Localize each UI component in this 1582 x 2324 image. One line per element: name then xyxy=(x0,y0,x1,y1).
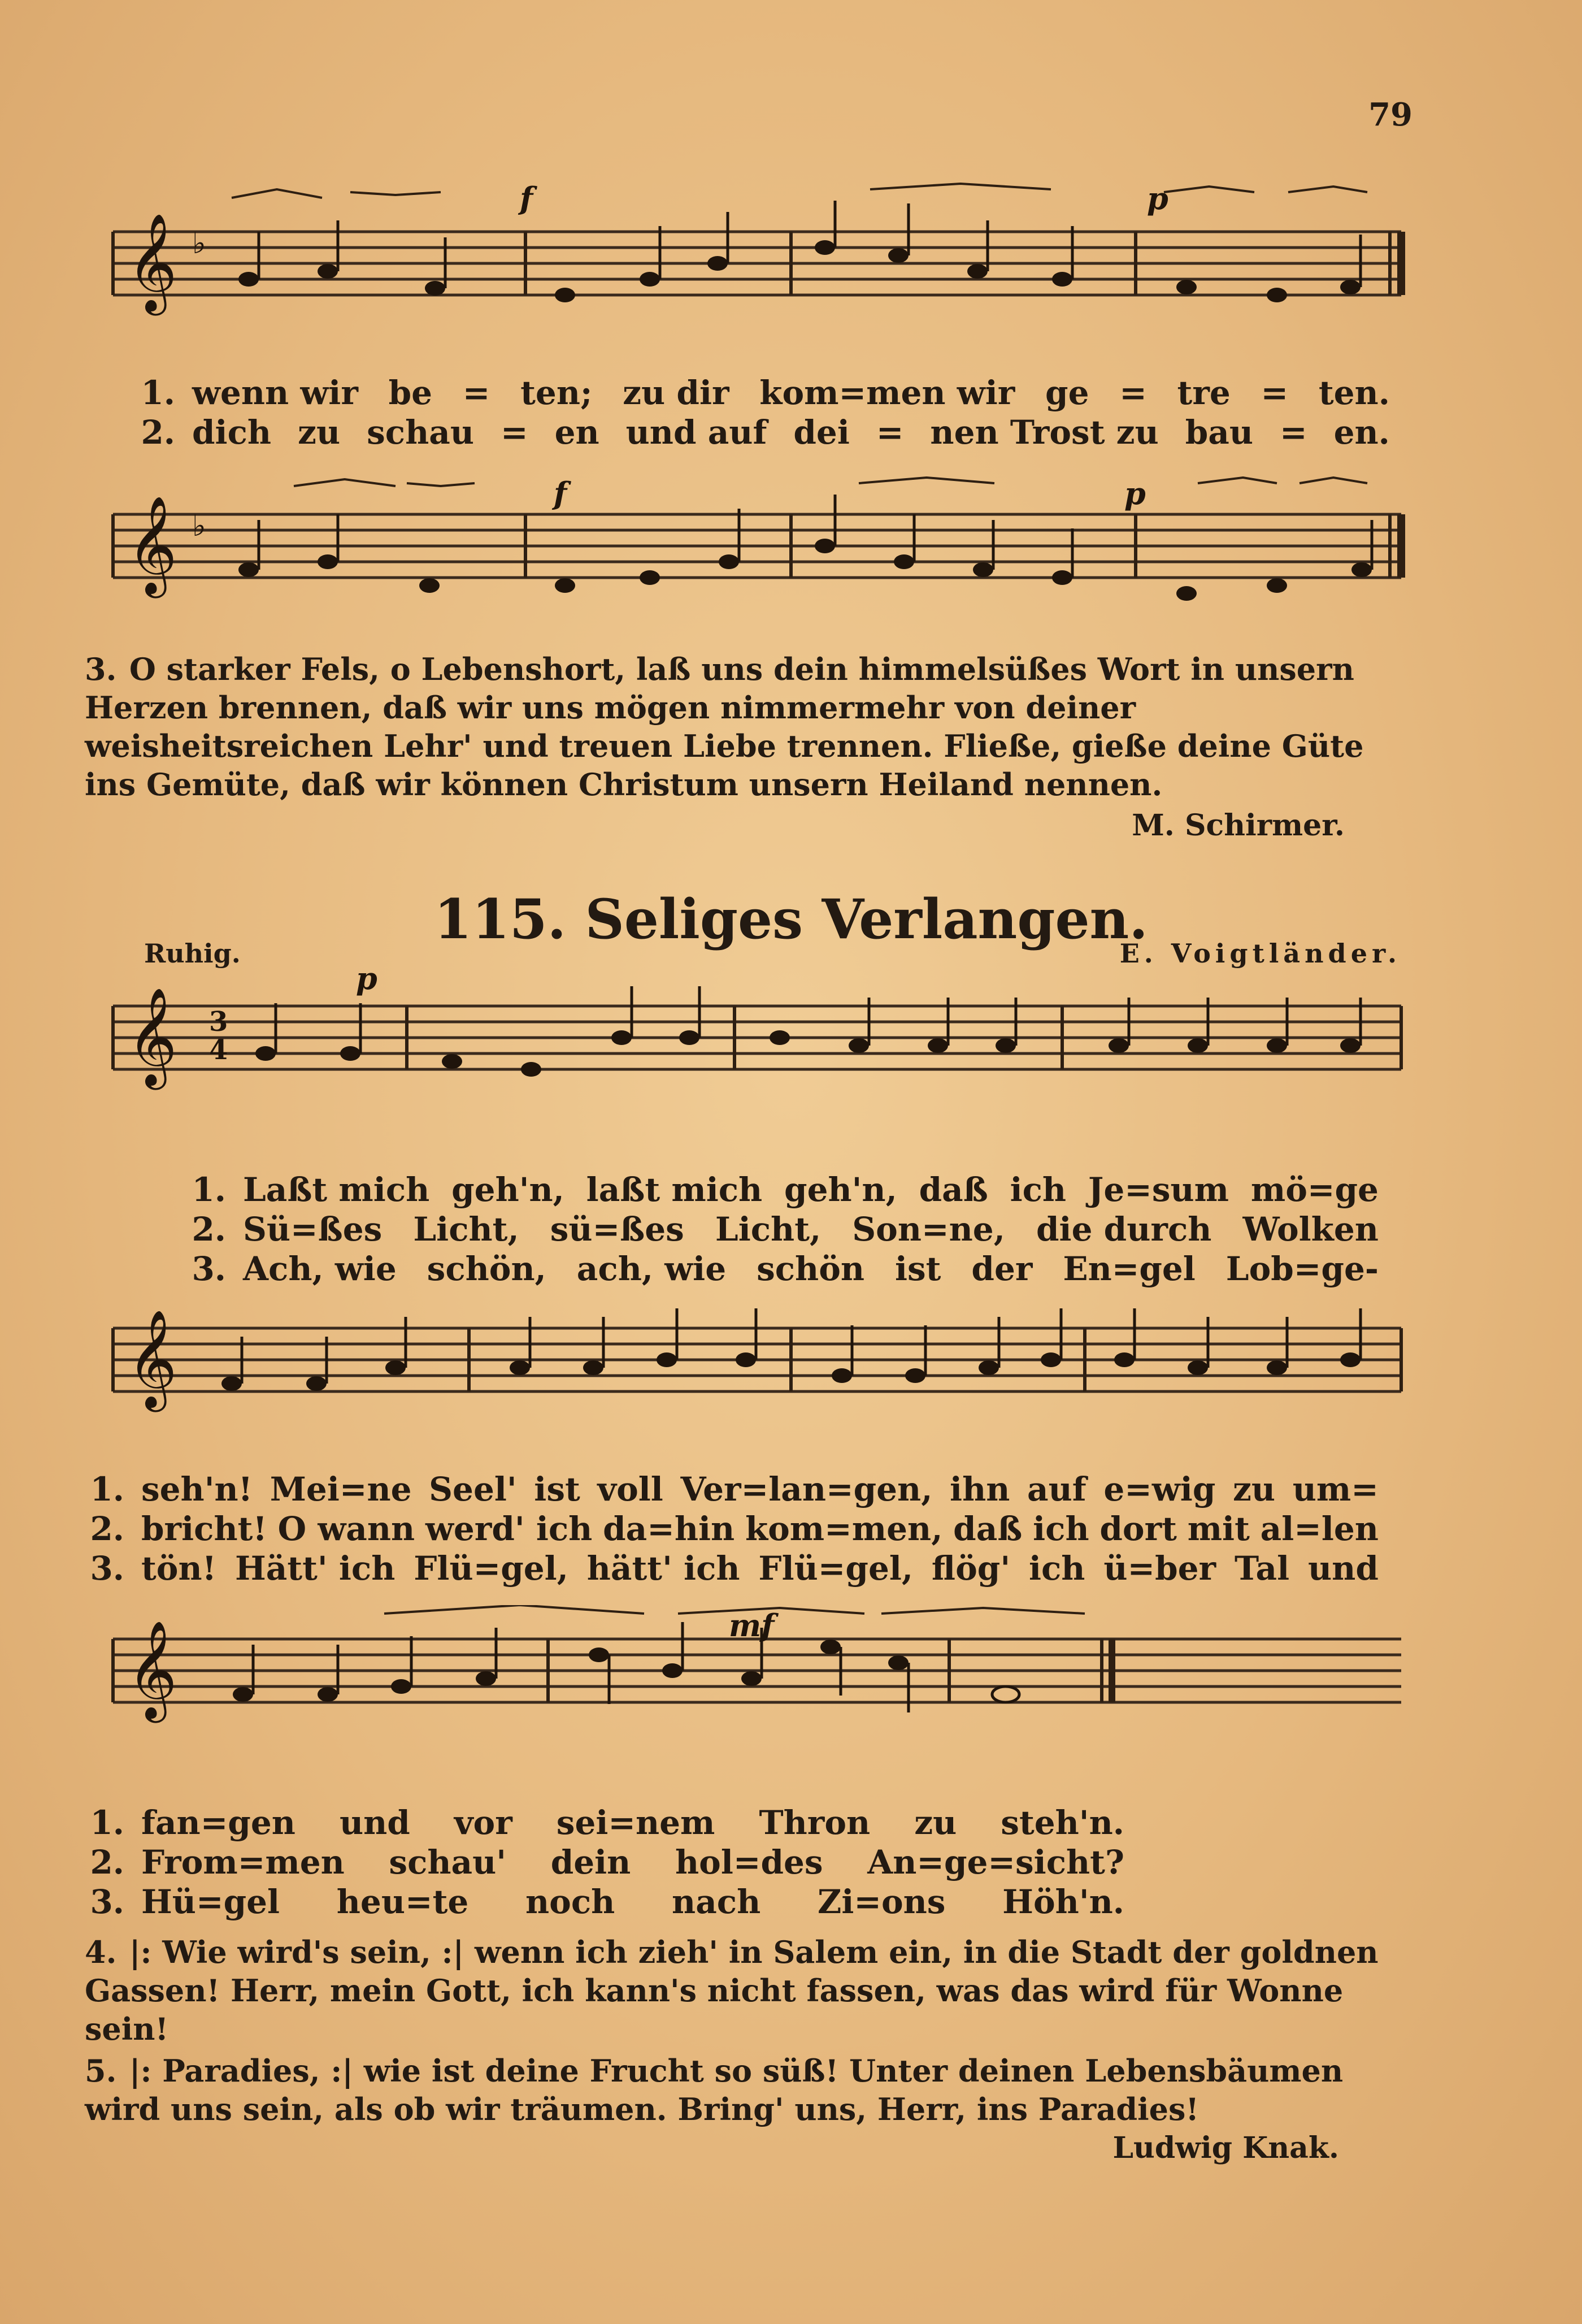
page-number: 79 xyxy=(1368,96,1412,133)
svg-text:𝄞: 𝄞 xyxy=(127,1620,177,1719)
hymn-verse-4 xyxy=(85,1933,1396,2048)
verse-number: 3. xyxy=(85,651,117,687)
hymn-author: Ludwig Knak. xyxy=(1112,2131,1339,2165)
lyric-line-1: 1. Laßt mich geh'n, laßt mich geh'n, daß ich Je=sum mö=ge xyxy=(192,1170,1379,1209)
upper-author: M. Schirmer. xyxy=(1132,808,1345,843)
lyric-line-1: 1. wenn wir be = ten; zu dir kom=men wir ge = tre = ten. xyxy=(141,374,1390,412)
dynamic-f: f xyxy=(520,181,533,216)
hymn-staff-3 xyxy=(90,1605,1424,1809)
dynamic-f-lower: f xyxy=(554,475,567,511)
lyric-line-3: 3. Hü=gel heu=te noch nach Zi=ons Höh'n. xyxy=(90,1883,1124,1921)
svg-text:𝄞: 𝄞 xyxy=(127,496,177,594)
verse-number: 5. xyxy=(85,2053,117,2089)
lyric-line-3: 3. tön! Hätt' ich Flü=gel, hätt' ich Flü=gel, flög' ich ü=ber Tal und xyxy=(90,1549,1379,1588)
lyric-line-2: 2. From=men schau' dein hol=des An=ge=sicht? xyxy=(90,1843,1124,1881)
hymn-staff-1 xyxy=(90,972,1424,1176)
dynamic-mf: mf xyxy=(729,1607,775,1644)
hymn-staff-2 xyxy=(90,1294,1424,1498)
hymn-title: 115. Seliges Verlangen. xyxy=(434,887,1148,951)
svg-text:4: 4 xyxy=(209,1034,228,1066)
upper-hymn-lyrics xyxy=(136,373,1390,452)
hymn-lyrics-system-1 xyxy=(186,1170,1379,1289)
lyric-line-2: 2. dich zu schau = en und auf dei = nen Trost zu bau = en. xyxy=(141,413,1390,452)
composer: E. Voigtländer. xyxy=(1119,938,1401,969)
upper-bottom-staff xyxy=(90,463,1424,633)
svg-text:𝄞: 𝄞 xyxy=(127,987,177,1086)
upper-verse-3 xyxy=(85,650,1396,804)
hymn-lyrics-system-2 xyxy=(85,1469,1379,1588)
svg-text:𝄞: 𝄞 xyxy=(127,1310,177,1408)
dynamic-p-lower: p xyxy=(1124,475,1146,511)
verse-text: |: Wie wird's sein, :| wenn ich zieh' in Salem ein, in die Stadt der goldnen Gassen! Herr, mein Gott, ich kann's nicht fassen, was das wird für Wonne sein! xyxy=(85,1934,1379,2047)
svg-text:3: 3 xyxy=(209,1006,228,1038)
lyric-line-1: 1. fan=gen und vor sei=nem Thron zu steh'n. xyxy=(90,1803,1124,1842)
verse-text: O starker Fels, o Lebenshort, laß uns dein himmelsüßes Wort in unsern Herzen brennen, daß wir uns mögen nimmermehr von deiner weisheitsreichen Lehr' und treuen Liebe trennen. Fließe, gieße deine Güte ins Gemüte, daß wir können Christum unsern Heiland nennen. xyxy=(85,651,1364,803)
svg-text:𝄞: 𝄞 xyxy=(127,213,177,311)
lyric-line-2: 2. bricht! O wann werd' ich da=hin kom=men, daß ich dort mit al=len xyxy=(90,1510,1379,1548)
dynamic-p-hymn: p xyxy=(356,972,377,996)
svg-text:♭: ♭ xyxy=(192,227,206,261)
lyric-line-3: 3. Ach, wie schön, ach, wie schön ist der En=gel Lob=ge- xyxy=(192,1250,1379,1288)
lyric-line-2: 2. Sü=ßes Licht, sü=ßes Licht, Son=ne, die durch Wolken xyxy=(192,1210,1379,1248)
svg-text:♭: ♭ xyxy=(192,509,206,543)
lyric-line-1: 1. seh'n! Mei=ne Seel' ist voll Ver=lan=gen, ihn auf e=wig zu um= xyxy=(90,1470,1379,1508)
hymn-lyrics-system-3 xyxy=(85,1803,1124,1922)
verse-number: 4. xyxy=(85,1934,117,1970)
dynamic-p: p xyxy=(1147,181,1168,216)
verse-text: |: Paradies, :| wie ist deine Frucht so süß! Unter deinen Lebensbäumen wird uns sein, als ob wir träumen. Bring' uns, Herr, ins Paradies! xyxy=(85,2053,1344,2127)
tempo-marking: Ruhig. xyxy=(144,938,241,969)
upper-top-staff xyxy=(90,181,1424,384)
hymn-verse-5 xyxy=(85,2052,1396,2128)
